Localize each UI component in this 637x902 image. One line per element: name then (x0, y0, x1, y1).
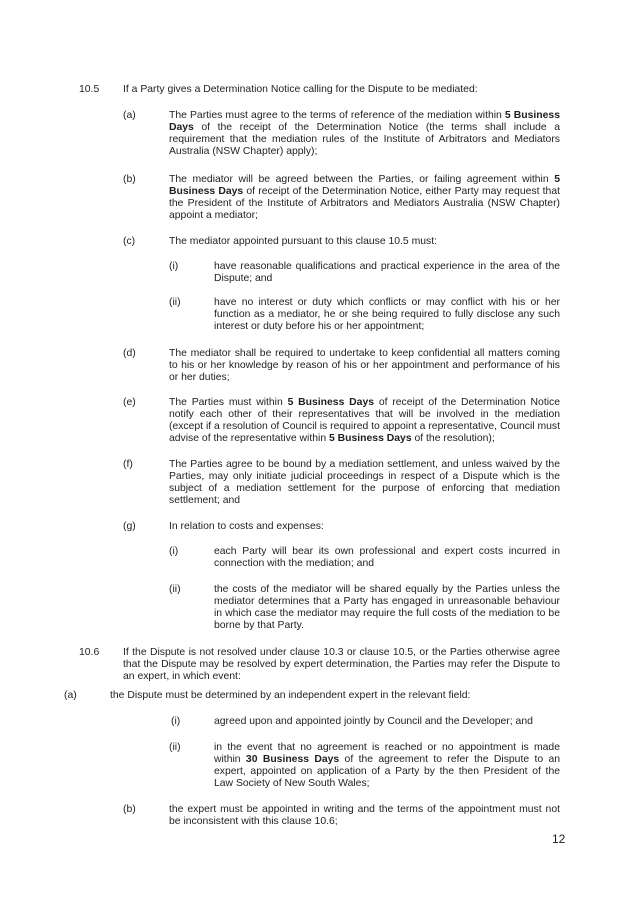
clause-10-6-a-text: the Dispute must be determined by an independent expert in the relevant field: (110, 690, 471, 701)
clause-10-5-intro: If a Party gives a Determination Notice calling for the Dispute to be mediated: (123, 84, 478, 95)
clause-10-6-label-a: (a) (64, 690, 77, 701)
para-label-e: (e) (123, 397, 136, 408)
clause-10-5-a-text: The Parties must agree to the terms of reference of the mediation within 5 Business Days of the receipt of the Determination Notice (the terms shall include a requirement that the mediation rules of the Institute of Arbitrators and Mediators Australia (NSW Chapter) apply); (169, 110, 560, 157)
clause-10-5-d-text: The mediator shall be required to undertake to keep confidential all matters coming to his or her knowledge by reason of his or her appointment and performance of his or her duties; (169, 348, 560, 383)
clause-10-5-b-text: The mediator will be agreed between the Parties, or failing agreement within 5 Business Days of receipt of the Determination Notice, either Party may request that the President of the Institute of Arbitrators and Mediators Australia (NSW Chapter) appoint a mediator; (169, 174, 560, 221)
para-label-b: (b) (123, 174, 136, 185)
para-label-c: (c) (123, 236, 136, 247)
clause-10-6-a-i-text: agreed upon and appointed jointly by Council and the Developer; and (214, 716, 533, 727)
para-label-a: (a) (123, 110, 136, 121)
clause-10-5-c-i-text: have reasonable qualifications and practical experience in the area of the Dispute; and (214, 261, 560, 284)
subpara-label-c-i: (i) (169, 261, 179, 272)
clause-10-5-e-text: The Parties must within 5 Business Days of receipt of the Determination Notice notify each other of their representatives that will be involved in the mediation (except if a resolution of Council is required to appoint a representative, Council must advise of the representative within 5 Business Days of the resolution); (169, 397, 561, 444)
clause-10-5-c-text: The mediator appointed pursuant to this clause 10.5 must: (169, 236, 438, 247)
para-label-g: (g) (123, 521, 136, 532)
clause-10-6-a-ii-text: in the event that no agreement is reached or no appointment is made within 30 Business Days of the agreement to refer the Dispute to an expert, appointed on application of a Party by the then President of the Law Society of New South Wales; (214, 742, 561, 789)
clause-10-6-b-text: the expert must be appointed in writing and the terms of the appointment must not be inconsistent with this clause 10.6; (169, 804, 560, 827)
clause-10-6-intro: If the Dispute is not resolved under clause 10.3 or clause 10.5, or the Parties otherwise agree that the Dispute may be resolved by expert determination, the Parties may refer the Dispute to an expert, in which event: (123, 647, 560, 682)
clause-10-5-g-text: In relation to costs and expenses: (169, 521, 324, 532)
clause-10-5-g-i-text: each Party will bear its own professional and expert costs incurred in connection with the mediation; and (214, 546, 560, 569)
clause-10-5-g-ii-text: the costs of the mediator will be shared equally by the Parties unless the mediator determines that a Party has engaged in unreasonable behaviour in which case the mediator may require the full costs of the mediation to be borne by that Party. (214, 584, 560, 631)
clause-10-6-label-a-ii: (ii) (169, 742, 181, 753)
clause-10-5-c-ii-text: have no interest or duty which conflicts or may conflict with his or her function as a mediator, he or she being required to fully disclose any such interest or duty before his or her appointment; (214, 297, 560, 332)
clause-10-5-f-text: The Parties agree to be bound by a mediation settlement, and unless waived by the Parties, may only initiate judicial proceedings in respect of a Dispute which is the subject of a mediation settlement for the purpose of enforcing that mediation settlement; and (169, 459, 560, 506)
clause-number-10-6: 10.6 (79, 647, 100, 658)
subpara-label-g-ii: (ii) (169, 584, 181, 595)
subpara-label-g-i: (i) (169, 546, 179, 557)
para-label-f: (f) (123, 459, 133, 470)
subpara-label-c-ii: (ii) (169, 297, 181, 308)
clause-10-6-label-b: (b) (123, 804, 136, 815)
para-label-d: (d) (123, 348, 136, 359)
clause-number-10-5: 10.5 (79, 84, 100, 95)
page-number: 12 (552, 832, 566, 846)
clause-10-6-label-a-i: (i) (171, 716, 181, 727)
